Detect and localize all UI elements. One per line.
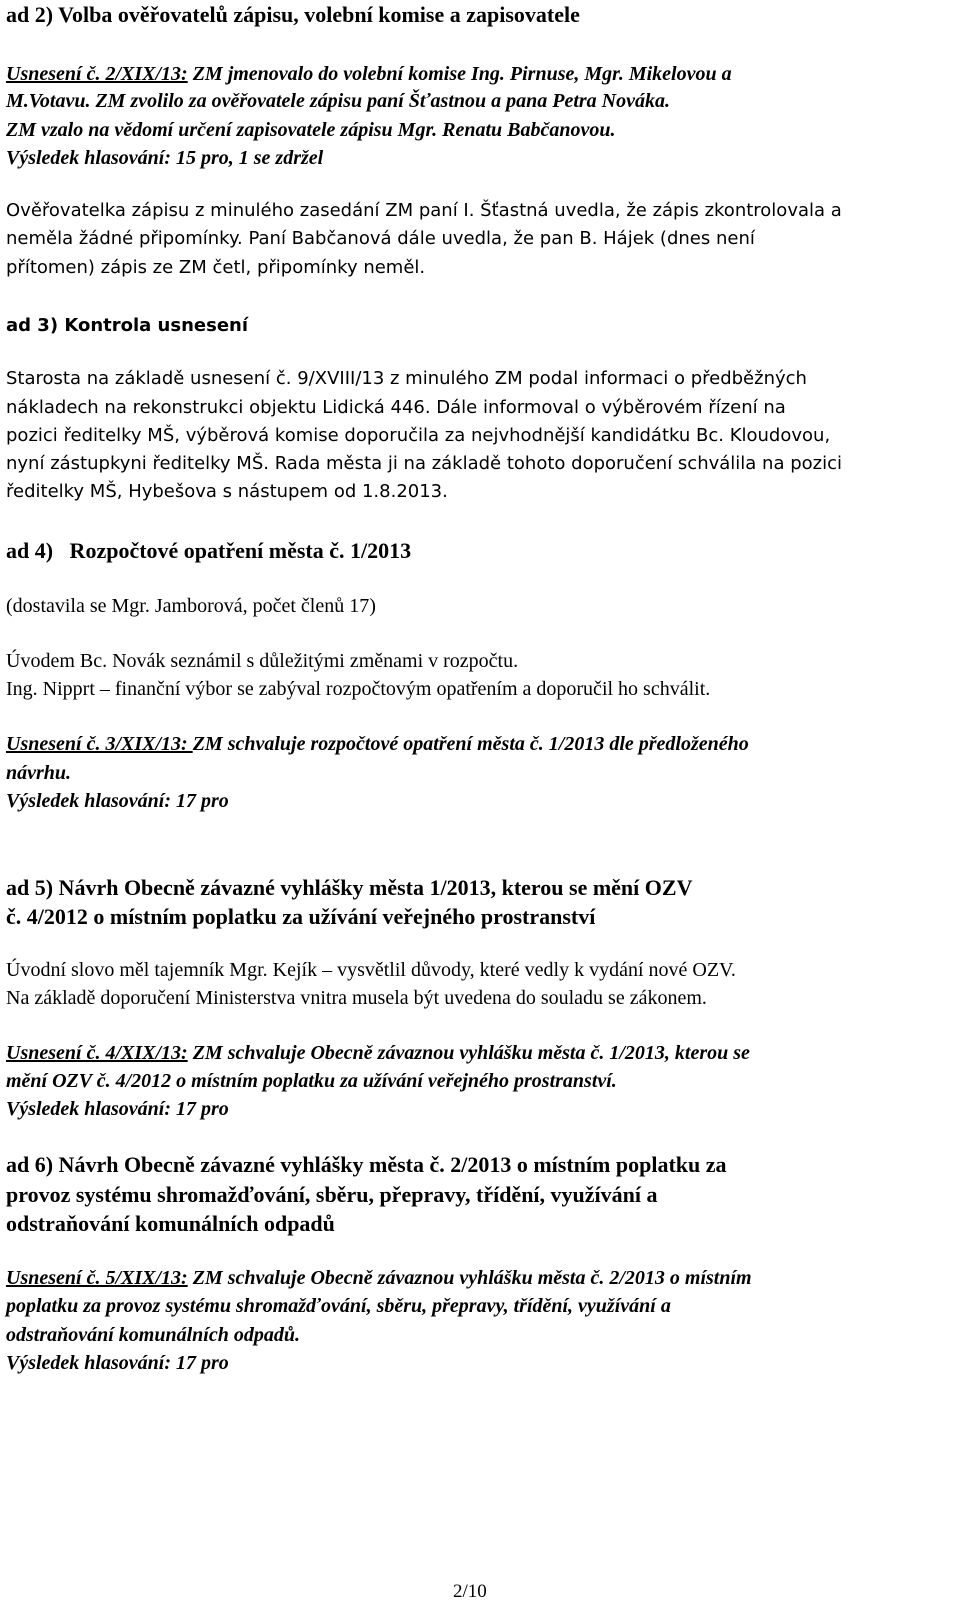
paragraph-line: Na základě doporučení Ministerstva vnitra musela být uvedena do souladu se zákonem. — [6, 987, 707, 1009]
paragraph-line: ředitelky MŠ, Hybešova s nástupem od 1.8.2013. — [6, 481, 448, 502]
section-heading-6-line-2: provoz systému shromažďování, sběru, přepravy, třídění, využívání a — [6, 1182, 658, 1207]
paragraph-line: Ing. Nipprt – finanční výbor se zabýval rozpočtovým opatřením a doporučil ho schválit. — [6, 678, 711, 700]
section-heading-3: ad 3) Kontrola usnesení — [6, 315, 249, 336]
resolution-2-line-3: ZM vzalo na vědomí určení zapisovatele zápisu Mgr. Renatu Babčanovou. — [6, 119, 616, 141]
resolution-text: ZM schvaluje Obecně závaznou vyhlášku města č. 1/2013, kterou se — [187, 1042, 750, 1064]
section-heading-6-line-1: ad 6) Návrh Obecně závazné vyhlášky města č. 2/2013 o místním poplatku za — [6, 1152, 727, 1177]
resolution-label: Usnesení č. 5/XIX/13: — [6, 1267, 188, 1289]
resolution-2-line-1 — [6, 64, 732, 84]
resolution-5-line-1 — [6, 1268, 752, 1288]
paragraph-line: Ověřovatelka zápisu z minulého zasedání ZM paní I. Šťastná uvedla, že zápis zkontrolovala a — [6, 200, 842, 221]
paragraph-line: neměla žádné připomínky. Paní Babčanová dále uvedla, že pan B. Hájek (dnes není — [6, 228, 755, 249]
resolution-text: ZM schvaluje rozpočtové opatření města č. 1/2013 dle předloženého — [192, 733, 749, 755]
resolution-label: Usnesení č. 2/XIX/13: — [6, 63, 188, 85]
resolution-label: Usnesení č. 4/XIX/13: — [6, 1042, 188, 1064]
section-heading-2: ad 2) Volba ověřovatelů zápisu, volební komise a zapisovatele — [6, 2, 580, 27]
vote-result: Výsledek hlasování: 17 pro — [6, 1098, 229, 1120]
resolution-4-line-1 — [6, 1043, 750, 1063]
section-heading-5-line-2: č. 4/2012 o místním poplatku za užívání veřejného prostranství — [6, 904, 596, 929]
paragraph-line: přítomen) zápis ze ZM četl, připomínky neměl. — [6, 257, 426, 278]
resolution-text: ZM jmenovalo do volební komise Ing. Pirnuse, Mgr. Mikelovou a — [187, 63, 732, 85]
resolution-5-line-2: poplatku za provoz systému shromažďování, sběru, přepravy, třídění, využívání a — [6, 1295, 671, 1317]
vote-result: Výsledek hlasování: 15 pro, 1 se zdržel — [6, 147, 324, 169]
section-heading-5-line-1: ad 5) Návrh Obecně závazné vyhlášky města 1/2013, kterou se mění OZV — [6, 875, 693, 900]
vote-result: Výsledek hlasování: 17 pro — [6, 790, 229, 812]
resolution-label: Usnesení č. 3/XIX/13: — [6, 733, 193, 755]
paragraph-line: Úvodní slovo měl tajemník Mgr. Kejík – vysvětlil důvody, které vedly k vydání nové OZV. — [6, 959, 736, 981]
section-heading-4: ad 4) Rozpočtové opatření města č. 1/2013 — [6, 538, 412, 563]
resolution-3-line-2: návrhu. — [6, 762, 72, 784]
page-number: 2/10 — [453, 1581, 487, 1602]
resolution-3-line-1 — [6, 734, 749, 754]
document-page — [6, 0, 946, 1604]
section-heading-6-line-3: odstraňování komunálních odpadů — [6, 1211, 335, 1236]
resolution-4-line-2: mění OZV č. 4/2012 o místním poplatku za užívání veřejného prostranství. — [6, 1070, 617, 1092]
paragraph-line: Starosta na základě usnesení č. 9/XVIII/13 z minulého ZM podal informaci o předběžných — [6, 368, 807, 389]
paragraph-line: nyní zástupkyni ředitelky MŠ. Rada města ji na základě tohoto doporučení schválila na pozici — [6, 453, 842, 474]
resolution-text: ZM schvaluje Obecně závaznou vyhlášku města č. 2/2013 o místním — [187, 1267, 752, 1289]
resolution-5-line-3: odstraňování komunálních odpadů. — [6, 1324, 300, 1346]
paragraph-line: Úvodem Bc. Novák seznámil s důležitými změnami v rozpočtu. — [6, 650, 519, 672]
resolution-2-line-2: M.Votavu. ZM zvolilo za ověřovatele zápisu paní Šťastnou a pana Petra Nováka. — [6, 90, 670, 112]
paragraph-line: pozici ředitelky MŠ, výběrová komise doporučila za nejvhodnější kandidátku Bc. Kloudovou, — [6, 425, 831, 446]
note: (dostavila se Mgr. Jamborová, počet členů 17) — [6, 595, 376, 617]
vote-result: Výsledek hlasování: 17 pro — [6, 1352, 229, 1374]
paragraph-line: nákladech na rekonstrukci objektu Lidická 446. Dále informoval o výběrovém řízení na — [6, 397, 786, 418]
